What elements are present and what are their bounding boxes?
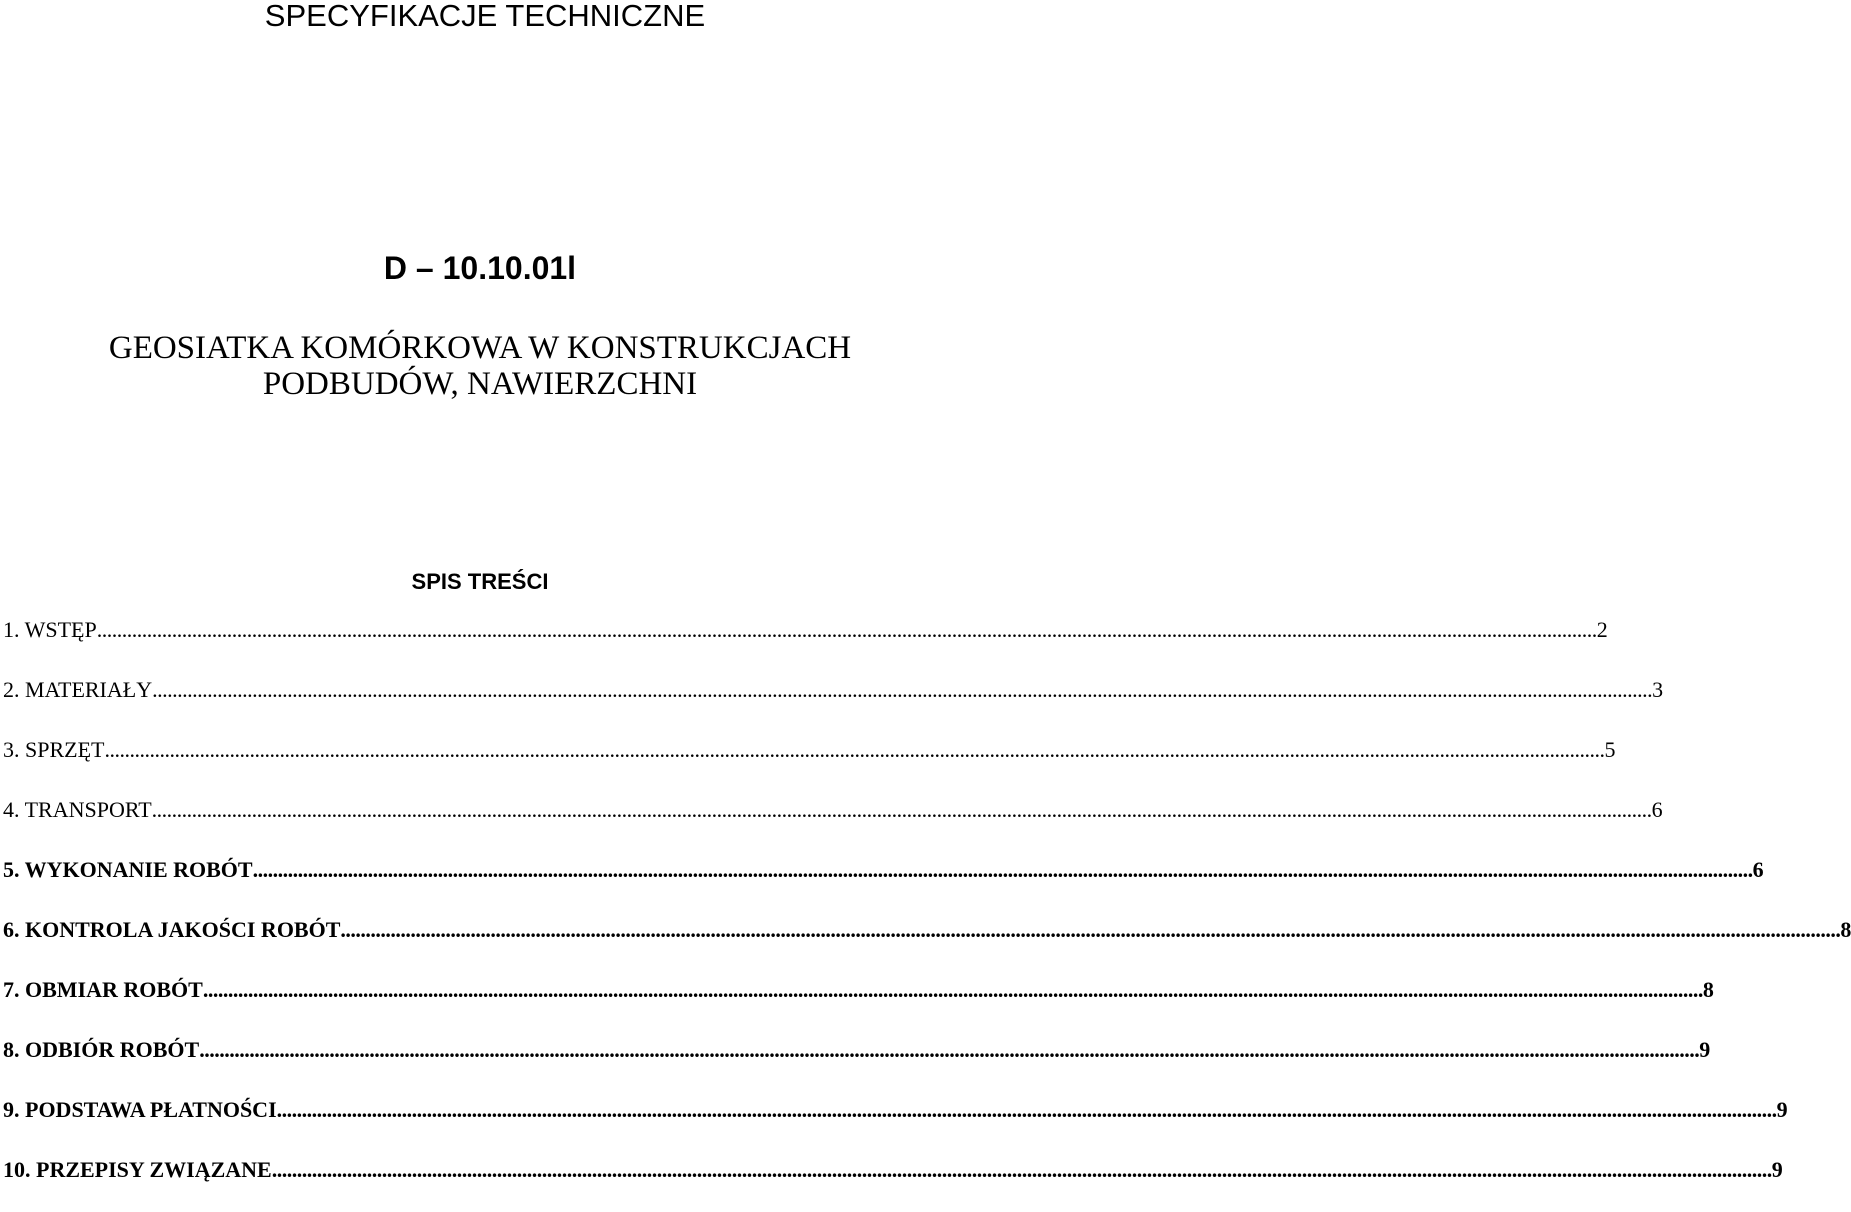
toc-leader-dots: ............................................................................................................................................................................................................................................................................................................ <box>199 1037 1700 1062</box>
toc-entry-page: 9 <box>1699 1037 1711 1062</box>
toc-entry-page: 8 <box>1702 977 1714 1002</box>
document-title <box>0 330 960 402</box>
toc-leader-dots: ............................................................................................................................................................................................................................................................................................................ <box>104 737 1605 762</box>
toc-leader-dots: ............................................................................................................................................................................................................................................................................................................ <box>202 977 1703 1002</box>
toc-leader-dots: ............................................................................................................................................................................................................................................................................................................ <box>271 1157 1772 1182</box>
toc-entry <box>3 792 1663 852</box>
toc-entry-label: 9. PODSTAWA PŁATNOŚCI <box>3 1097 277 1122</box>
document-code: D – 10.10.01l <box>383 250 577 286</box>
toc-entry-page: 5 <box>1604 737 1616 762</box>
toc-entry-label: 4. TRANSPORT <box>3 797 152 822</box>
toc-entry-page: 9 <box>1771 1157 1783 1182</box>
toc-entry <box>3 1092 1788 1152</box>
toc-entry <box>3 912 1851 972</box>
toc-entry <box>3 1152 1783 1212</box>
document-title-line-1: GEOSIATKA KOMÓRKOWA W KONSTRUKCJACH <box>108 330 852 366</box>
toc-entry <box>3 732 1616 792</box>
toc-leader-dots: ............................................................................................................................................................................................................................................................................................................ <box>96 617 1597 642</box>
toc-entry-label: 6. KONTROLA JAKOŚCI ROBÓT <box>3 917 341 942</box>
toc-entry-page: 6 <box>1651 797 1663 822</box>
toc-entry-label: 5. WYKONANIE ROBÓT <box>3 857 253 882</box>
toc-entry-page: 2 <box>1596 617 1608 642</box>
toc-entry <box>3 972 1714 1032</box>
header-title: SPECYFIKACJE TECHNICZNE <box>264 0 706 33</box>
toc-entry <box>3 1032 1711 1092</box>
toc-entry-label: 2. MATERIAŁY <box>3 677 153 702</box>
toc-entry <box>3 852 1764 912</box>
toc-leader-dots: ............................................................................................................................................................................................................................................................................................................ <box>151 797 1652 822</box>
document-title-line-2: PODBUDÓW, NAWIERZCHNI <box>262 366 698 402</box>
toc-leader-dots: ............................................................................................................................................................................................................................................................................................................ <box>152 677 1653 702</box>
toc-leader-dots: ............................................................................................................................................................................................................................................................................................................ <box>252 857 1753 882</box>
toc-entry-label: 3. SPRZĘT <box>3 737 105 762</box>
table-of-contents <box>3 612 1851 1212</box>
toc-entry-page: 3 <box>1652 677 1664 702</box>
toc-entry-page: 6 <box>1752 857 1764 882</box>
toc-leader-dots: ............................................................................................................................................................................................................................................................................................................ <box>276 1097 1777 1122</box>
toc-entry-label: 1. WSTĘP <box>3 617 97 642</box>
toc-entry-label: 7. OBMIAR ROBÓT <box>3 977 203 1002</box>
toc-entry <box>3 612 1608 672</box>
toc-heading: SPIS TREŚCI <box>411 569 549 594</box>
toc-entry-label: 8. ODBIÓR ROBÓT <box>3 1037 200 1062</box>
toc-entry <box>3 672 1664 732</box>
toc-entry-page: 8 <box>1840 917 1851 942</box>
toc-leader-dots: ............................................................................................................................................................................................................................................................................................................ <box>340 917 1841 942</box>
toc-entry-page: 9 <box>1776 1097 1788 1122</box>
toc-entry-label: 10. PRZEPISY ZWIĄZANE <box>3 1157 272 1182</box>
